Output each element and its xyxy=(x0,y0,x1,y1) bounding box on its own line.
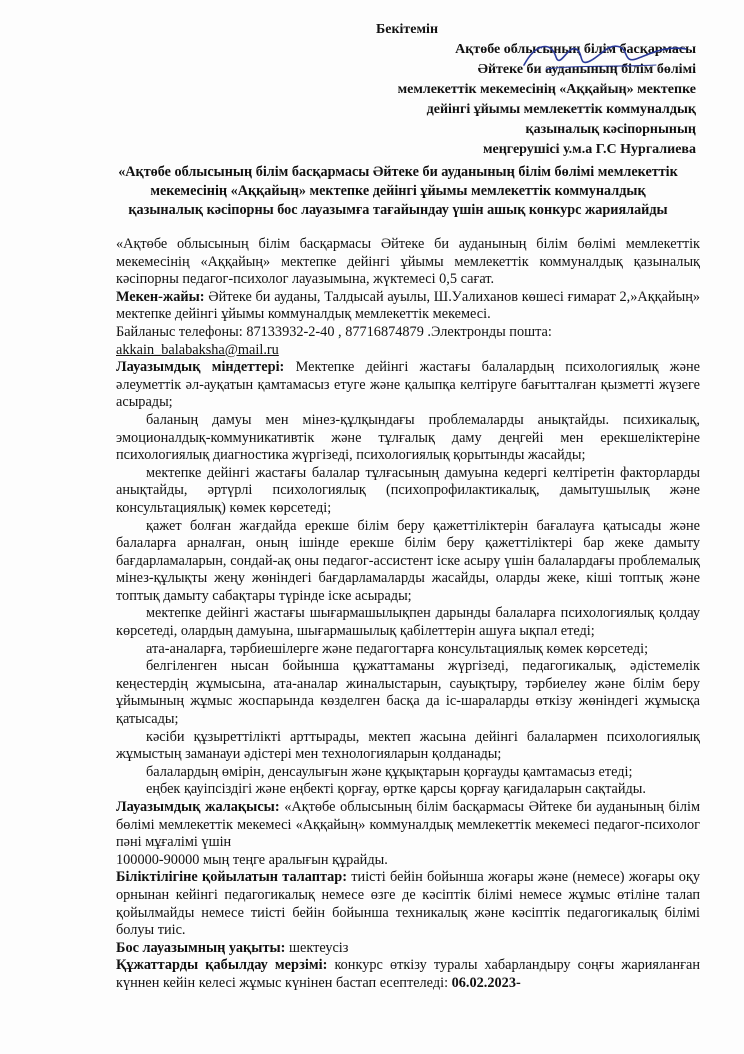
duties-label: Лауазымдық міндеттері: xyxy=(116,359,285,376)
vacancy-term-text: шектеусіз xyxy=(285,939,349,956)
contacts-paragraph xyxy=(116,324,700,359)
signature-mark xyxy=(516,35,696,75)
deadline-label: Құжаттарды қабылдау мерзімі: xyxy=(116,957,328,974)
duty-item: қажет болған жағдайда ерекше білім беру қажеттіліктерін бағалауға қатысады және балаларға арналған, оның ішінде ерекше білім беру қажеттіліктері бар жеке дамыту бағдарламаларын, сондай-ақ оны педагог-ассистент іске асыру үшін балалардағы проблемалық мінез-құлықты жеңу жөніндегі бағдарламаларды жасайды, оларды жеке, кіші топтық және топтық дамыту сабақтары түрінде іске асырады; xyxy=(116,517,700,604)
salary-paragraph xyxy=(116,799,700,869)
duty-item: мектепке дейінгі жастағы балалар тұлғасының дамуына кедергі келтіретін факторларды анықтайды, әртүрлі психологиялық (психопрофилактикалық, дамытушылық және консультациялық) көмек көрсетеді; xyxy=(116,464,700,516)
address-text: Әйтеке би ауданы, Талдысай ауылы, Ш.Уалиханов көшесі ғимарат 2,»Аққайың» мектепке дейінгі ұйымы коммуналдық мемлекеттік мекемесі. xyxy=(116,288,700,323)
deadline-text: конкурс өткізу туралы хабарландыру соңғы жарияланған күннен кейін келесі жұмыс күнінен бастап есептеледі: xyxy=(116,957,700,991)
requirements-text: тиісті бейін бойынша жоғары және (немесе) жоғары оқу орнынан кейінгі педагогикалық немесе өзге де кәсіптік білімі немесе жұмыс өтіліне талап қойылмайды немесе тиісті бейін бойынша техникалық және кәсіптік педагогикалық білімі болуы тиіс. xyxy=(116,869,700,939)
address-label: Мекен-жайы: xyxy=(116,288,205,305)
approval-line: меңгерушісі у.м.а Г.С Нургалиева xyxy=(482,142,696,157)
document-body xyxy=(116,236,700,993)
approval-line: Ақтөбе облысының білім басқармасы xyxy=(455,42,696,57)
salary-label: Лауазымдық жалақысы: xyxy=(116,799,280,815)
vacancy-term-paragraph xyxy=(116,940,700,958)
duty-item: белгіленген нысан бойынша құжаттаманы жүргізеді, педагогикалық, әдістемелік кеңестердің жұмысына, ата-аналар жиналыстарын, сауықтыру, тәрбиелеу және білім беру ұйымының жұмыс жоспарында көзделген басқа да іс-шараларды өткізу жөніндегі жұмысқа қатысады; xyxy=(116,658,700,728)
address-paragraph xyxy=(116,289,700,324)
duties-paragraph xyxy=(116,359,700,412)
duty-item: кәсіби құзыреттілікті арттырады, мектеп жасына дейінгі балалармен психологиялық жұмыстың заманауи әдістері мен технологияларын қолданады; xyxy=(116,728,700,763)
approval-line: Бекітемін xyxy=(376,22,439,37)
approval-line: Әйтеке би ауданының білім бөлімі xyxy=(477,62,696,77)
email-link[interactable]: akkain_balabaksha@mail.ru xyxy=(116,341,279,358)
deadline-date: 06.02.2023- xyxy=(451,974,521,991)
approval-line: дейінгі ұйымы мемлекеттік коммуналдық xyxy=(426,102,696,117)
contacts-text: Байланыс телефоны: 87133932-2-40 , 87716874879 .Электронды пошта: xyxy=(116,323,552,340)
duties-text: Мектепке дейінгі жастағы балалардың психологиялық және әлеуметтік әл-ауқатын қамтамасыз етуге және қалыпқа келтіруге бағытталған қызметті жүзеге асырады; xyxy=(116,359,701,411)
approval-block xyxy=(366,20,696,160)
approval-line: мемлекеттік мекемесінің «Аққайың» мектепке xyxy=(397,82,696,97)
vacancy-term-label: Бос лауазымның уақыты: xyxy=(116,939,286,956)
approval-line: қазыналық кәсіпорнының xyxy=(525,122,696,137)
requirements-label: Біліктілігіне қойылатын талаптар: xyxy=(116,869,348,886)
salary-text: «Ақтөбе облысының білім басқармасы Әйтеке би ауданының білім бөлімі мемлекеттік мекемесі «Аққайың» коммуналдық мемлекеттік мекемесі педагог-психолог пәні мұғалімі үшін xyxy=(116,799,701,851)
requirements-paragraph xyxy=(116,869,700,939)
document-title: «Ақтөбе облысының білім басқармасы Әйтеке би ауданының білім бөлімі мемлекеттік мекемесінің «Аққайың» мектепке дейінгі ұйымы мемлекеттік коммуналдық қазыналық кәсіпорны бос лауазымға тағайындау үшін ашық конкурс жариялайды xyxy=(118,164,678,218)
deadline-paragraph xyxy=(116,957,700,992)
duty-item: мектепке дейінгі жастағы шығармашылықпен дарынды балаларға психологиялық қолдау көрсетеді, олардың дамуына, шығармашылық қабілеттерін ашуға ықпал етеді; xyxy=(116,605,700,640)
duty-item: балалардың өмірін, денсаулығын және құқықтарын қорғауды қамтамасыз етеді; xyxy=(146,763,633,780)
duty-item: еңбек қауіпсіздігі және еңбекті қорғау, өртке қарсы қорғау қағидаларын сақтайды. xyxy=(146,781,646,798)
duty-item: ата-аналарға, тәрбиешілерге және педагогтарға консультациялық көмек көрсетеді; xyxy=(146,640,649,657)
salary-amount: 100000-90000 мың теңге аралығын құрайды. xyxy=(116,851,388,868)
intro-paragraph: «Ақтөбе облысының білім басқармасы Әйтеке би ауданының білім бөлімі мемлекеттік мекемесінің «Аққайың» мектепке дейінгі ұйымы мемлекеттік коммуналдық қазыналық кәсіпорны педагог-психолог лауазымына, жүктемесі 0,5 сағат. xyxy=(116,236,700,288)
duty-item: баланың дамуы мен мінез-құлқындағы проблемаларды анықтайды. психикалық, эмоционалдық-коммуникативтік және тұлғалық даму деңгейі мен ерекшеліктеріне психологиялық диагностика жүргізеді, психологиялық қорытынды жасайды; xyxy=(116,411,700,464)
